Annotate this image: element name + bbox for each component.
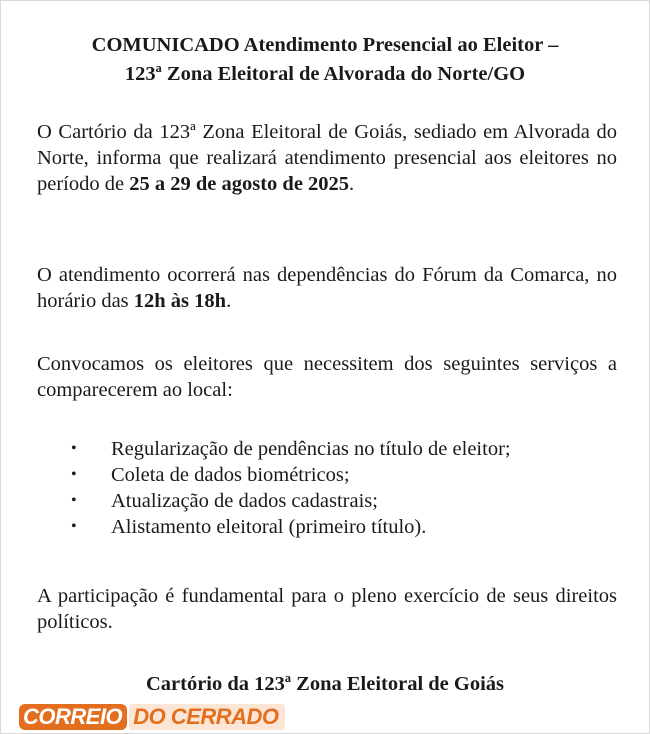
bullet-icon: • (71, 492, 77, 509)
bullet-icon: • (71, 518, 77, 535)
title-line-1: COMUNICADO Atendimento Presencial ao Eleitor – (91, 34, 559, 56)
logo-part-cerrado: DO CERRADO (129, 704, 284, 730)
paragraph-schedule (37, 119, 617, 197)
paragraph-schedule-text: O Cartório da 123ª Zona Eleitoral de Goiás, sediado em Alvorada do Norte, informa que realizará atendimento presencial aos eleitores no período de (37, 121, 617, 195)
service-label: Atualização de dados cadastrais; (111, 490, 378, 512)
signature: Cartório da 123ª Zona Eleitoral de Goiás (145, 673, 505, 695)
paragraph-location-text: O atendimento ocorrerá nas dependências do Fórum da Comarca, no horário das (37, 264, 617, 312)
paragraph-location (37, 262, 617, 314)
list-item (71, 462, 511, 488)
paragraph-location-end: . (226, 290, 232, 312)
opening-hours: 12h às 18h (133, 290, 227, 312)
paragraph-schedule-end: . (349, 173, 355, 195)
service-label: Alistamento eleitoral (primeiro título). (111, 516, 427, 538)
date-range: 25 a 29 de agosto de 2025 (129, 173, 350, 195)
list-item (71, 514, 511, 540)
notice-title (21, 31, 629, 89)
title-line-2: 123ª Zona Eleitoral de Alvorada do Norte/GO (124, 63, 526, 85)
paragraph-closing: A participação é fundamental para o pleno exercício de seus direitos políticos. (37, 585, 617, 633)
services-list (71, 436, 511, 540)
list-item (71, 436, 511, 462)
service-label: Regularização de pendências no título de eleitor; (111, 438, 511, 460)
list-item (71, 488, 511, 514)
service-label: Coleta de dados biométricos; (111, 464, 350, 486)
bullet-icon: • (71, 440, 77, 457)
logo-part-correio: CORREIO (19, 704, 127, 730)
bullet-icon: • (71, 466, 77, 483)
brand-logo (19, 703, 285, 730)
paragraph-call: Convocamos os eleitores que necessitem dos seguintes serviços a comparecerem ao local: (37, 353, 617, 401)
